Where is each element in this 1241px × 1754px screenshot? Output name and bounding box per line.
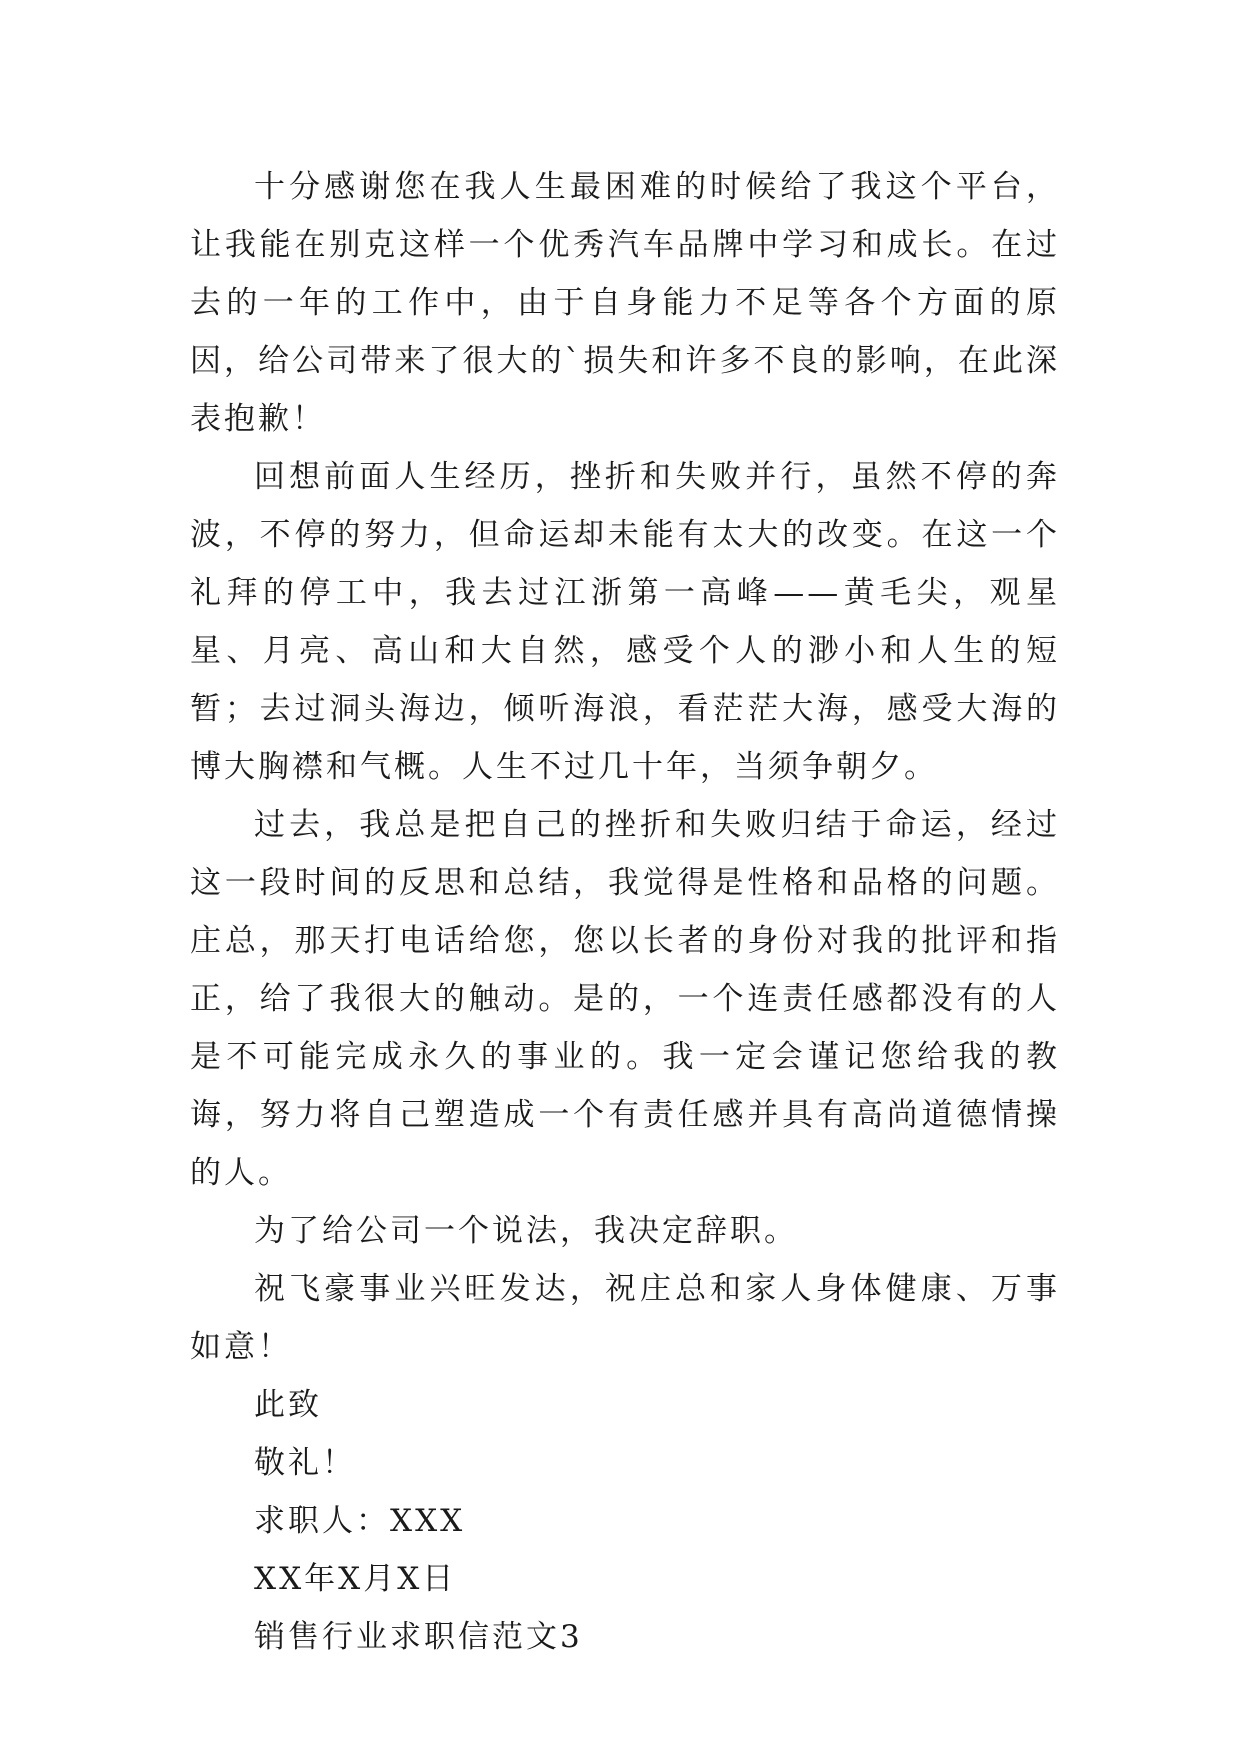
paragraph-self-review: 过去，我总是把自己的挫折和失败归结于命运，经过这一段时间的反思和总结，我觉得是性格和品格的问题。庄总，那天打电话给您，您以长者的身份对我的批评和指正，给了我很大的触动。是的，一个连责任感都没有的人是不可能完成永久的事业的。我一定会谨记您给我的教诲，努力将自己塑造成一个有责任感并具有高尚道德情操的人。 bbox=[190, 807, 1060, 1191]
next-section-heading: 销售行业求职信范文3 bbox=[254, 1619, 583, 1655]
date-line: XX年X月X日 bbox=[254, 1561, 457, 1597]
closing-regards: 敬礼！ bbox=[254, 1445, 356, 1481]
paragraph-resignation: 为了给公司一个说法，我决定辞职。 bbox=[254, 1213, 798, 1249]
paragraph-gratitude: 十分感谢您在我人生最困难的时候给了我这个平台，让我能在别克这样一个优秀汽车品牌中学习和成长。在过去的一年的工作中，由于自身能力不足等各个方面的原因，给公司带来了很大的`损失和许多不良的影响，在此深表抱歉！ bbox=[190, 169, 1060, 437]
letter-body bbox=[190, 158, 1060, 1666]
closing-salutation: 此致 bbox=[254, 1387, 322, 1423]
signer-line: 求职人：XXX bbox=[254, 1503, 466, 1539]
paragraph-reflection: 回想前面人生经历，挫折和失败并行，虽然不停的奔波，不停的努力，但命运却未能有太大的改变。在这一个礼拜的停工中，我去过江浙第一高峰——黄毛尖，观星星、月亮、高山和大自然，感受个人的渺小和人生的短暂；去过洞头海边，倾听海浪，看茫茫大海，感受大海的博大胸襟和气概。人生不过几十年，当须争朝夕。 bbox=[190, 459, 1060, 785]
paragraph-wishes: 祝飞豪事业兴旺发达，祝庄总和家人身体健康、万事如意！ bbox=[190, 1271, 1060, 1365]
